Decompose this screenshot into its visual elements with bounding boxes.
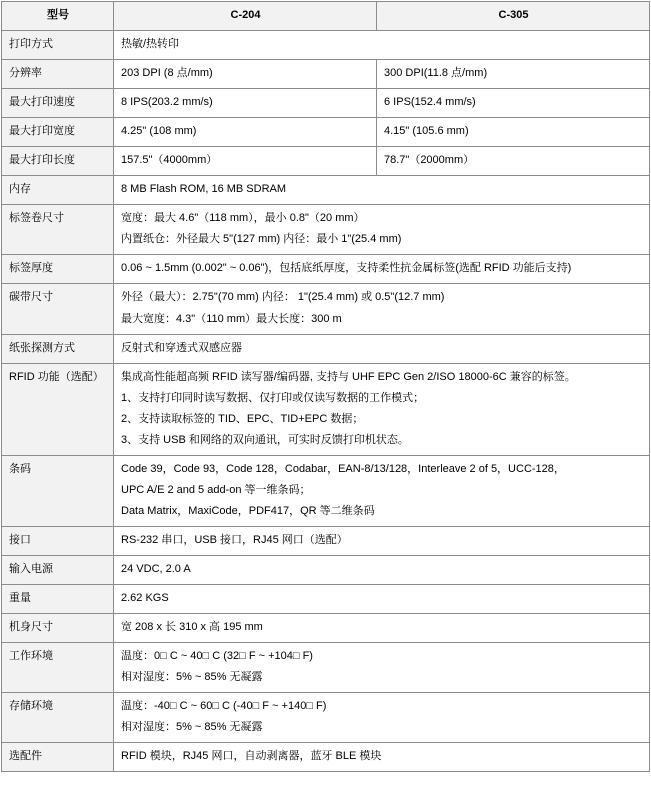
cell-line: 157.5"（4000mm） [121, 154, 218, 167]
row-label: 最大打印长度 [2, 147, 114, 176]
row-value-merged [114, 643, 650, 693]
cell-line: RFID 模块，RJ45 网口，自动剥离器，蓝牙 BLE 模块 [121, 750, 382, 763]
table-row [2, 118, 650, 147]
cell-line: 温度：0□ C ~ 40□ C (32□ F ~ +104□ F) [121, 650, 313, 663]
table-row [2, 176, 650, 205]
cell-line: UPC A/E 2 and 5 add-on 等一维条码； [121, 483, 311, 496]
row-label: 机身尺寸 [2, 614, 114, 643]
cell-line: 4.15" (105.6 mm) [384, 125, 469, 138]
row-value-c305 [377, 89, 650, 118]
cell-line: 最大宽度：4.3"（110 mm）最大长度：300 m [121, 312, 342, 325]
table-row [2, 334, 650, 363]
row-label: 存储环境 [2, 693, 114, 743]
row-label: 最大打印速度 [2, 89, 114, 118]
row-label: 选配件 [2, 743, 114, 772]
table-row [2, 585, 650, 614]
row-value-merged [114, 614, 650, 643]
cell-line: 24 VDC, 2.0 A [121, 562, 191, 575]
table-row [2, 363, 650, 455]
cell-line: 0.06 ~ 1.5mm (0.002" ~ 0.06")，包括底纸厚度，支持柔性抗金属标签(选配 RFID 功能后支持) [121, 262, 572, 275]
cell-line: 宽度：最大 4.6"（118 mm），最小 0.8"（20 mm） [121, 212, 365, 225]
cell-line: 宽 208 x 长 310 x 高 195 mm [121, 621, 263, 634]
row-label: 碳带尺寸 [2, 284, 114, 334]
table-row [2, 31, 650, 60]
table-row [2, 693, 650, 743]
row-label: 接口 [2, 526, 114, 555]
cell-line: 温度：-40□ C ~ 60□ C (-40□ F ~ +140□ F) [121, 700, 327, 713]
row-value-merged [114, 284, 650, 334]
table-row [2, 89, 650, 118]
cell-line: Data Matrix，MaxiCode，PDF417，QR 等二维条码 [121, 504, 375, 517]
row-value-merged [114, 176, 650, 205]
table-row [2, 255, 650, 284]
table-row [2, 284, 650, 334]
row-value-merged [114, 526, 650, 555]
cell-line: Code 39，Code 93，Code 128，Codabar，EAN-8/13/128，Interleave 2 of 5，UCC-128， [121, 462, 565, 475]
row-value-merged [114, 455, 650, 526]
row-label: RFID 功能（选配） [2, 363, 114, 455]
row-label: 纸张探测方式 [2, 334, 114, 363]
row-value-merged [114, 555, 650, 584]
cell-line: 3、支持 USB 和网络的双向通讯，可实时反馈打印机状态。 [121, 433, 409, 446]
row-value-merged [114, 205, 650, 255]
cell-line: 反射式和穿透式双感应器 [121, 341, 242, 354]
row-label: 内存 [2, 176, 114, 205]
table-row [2, 60, 650, 89]
table-header-row [2, 2, 650, 31]
cell-line: 1、支持打印同时读写数据、仅打印或仅读写数据的工作模式； [121, 391, 425, 404]
table-body [2, 2, 650, 772]
row-value-c305 [377, 118, 650, 147]
table-row [2, 455, 650, 526]
cell-line: 相对湿度：5% ~ 85% 无凝露 [121, 721, 263, 734]
row-label: 标签卷尺寸 [2, 205, 114, 255]
row-value-c204 [114, 147, 377, 176]
specification-table [1, 1, 650, 772]
cell-line: 4.25" (108 mm) [121, 125, 197, 138]
row-value-merged [114, 31, 650, 60]
row-value-merged [114, 334, 650, 363]
row-label: 条码 [2, 455, 114, 526]
row-value-c305 [377, 60, 650, 89]
cell-line: 相对湿度：5% ~ 85% 无凝露 [121, 671, 263, 684]
row-label: 输入电源 [2, 555, 114, 584]
cell-line: 8 MB Flash ROM, 16 MB SDRAM [121, 183, 287, 196]
table-row [2, 205, 650, 255]
row-value-merged [114, 585, 650, 614]
cell-line: 300 DPI(11.8 点/mm) [384, 67, 488, 80]
cell-line: 2.62 KGS [121, 592, 169, 605]
row-label: 打印方式 [2, 31, 114, 60]
cell-line: 203 DPI (8 点/mm) [121, 67, 213, 80]
table-row [2, 743, 650, 772]
row-value-merged [114, 743, 650, 772]
header-cell-c305: C-305 [377, 2, 650, 31]
cell-line: 热敏/热转印 [121, 38, 180, 51]
row-value-merged [114, 693, 650, 743]
row-label: 分辨率 [2, 60, 114, 89]
cell-line: 2、支持读取标签的 TID、EPC、TID+EPC 数据； [121, 412, 364, 425]
cell-line: 8 IPS(203.2 mm/s) [121, 96, 213, 109]
row-value-c204 [114, 118, 377, 147]
row-value-c204 [114, 60, 377, 89]
row-value-merged [114, 363, 650, 455]
table-row [2, 555, 650, 584]
cell-line: 集成高性能超高频 RFID 读写器/编码器, 支持与 UHF EPC Gen 2/ISO 18000-6C 兼容的标签。 [121, 370, 576, 383]
row-value-c204 [114, 89, 377, 118]
row-value-c305 [377, 147, 650, 176]
row-label: 最大打印宽度 [2, 118, 114, 147]
table-row [2, 147, 650, 176]
table-row [2, 526, 650, 555]
row-label: 工作环境 [2, 643, 114, 693]
cell-line: RS-232 串口，USB 接口，RJ45 网口（选配） [121, 533, 348, 546]
cell-line: 78.7"（2000mm） [384, 154, 475, 167]
cell-line: 外径（最大）：2.75"(70 mm) 内径： 1"(25.4 mm) 或 0.5"(12.7 mm) [121, 291, 445, 304]
row-value-merged [114, 255, 650, 284]
table-row [2, 643, 650, 693]
cell-line: 6 IPS(152.4 mm/s) [384, 96, 476, 109]
row-label: 重量 [2, 585, 114, 614]
header-cell-model: 型号 [2, 2, 114, 31]
table-row [2, 614, 650, 643]
header-cell-c204: C-204 [114, 2, 377, 31]
row-label: 标签厚度 [2, 255, 114, 284]
cell-line: 内置纸仓：外径最大 5"(127 mm) 内径：最小 1"(25.4 mm) [121, 233, 402, 246]
